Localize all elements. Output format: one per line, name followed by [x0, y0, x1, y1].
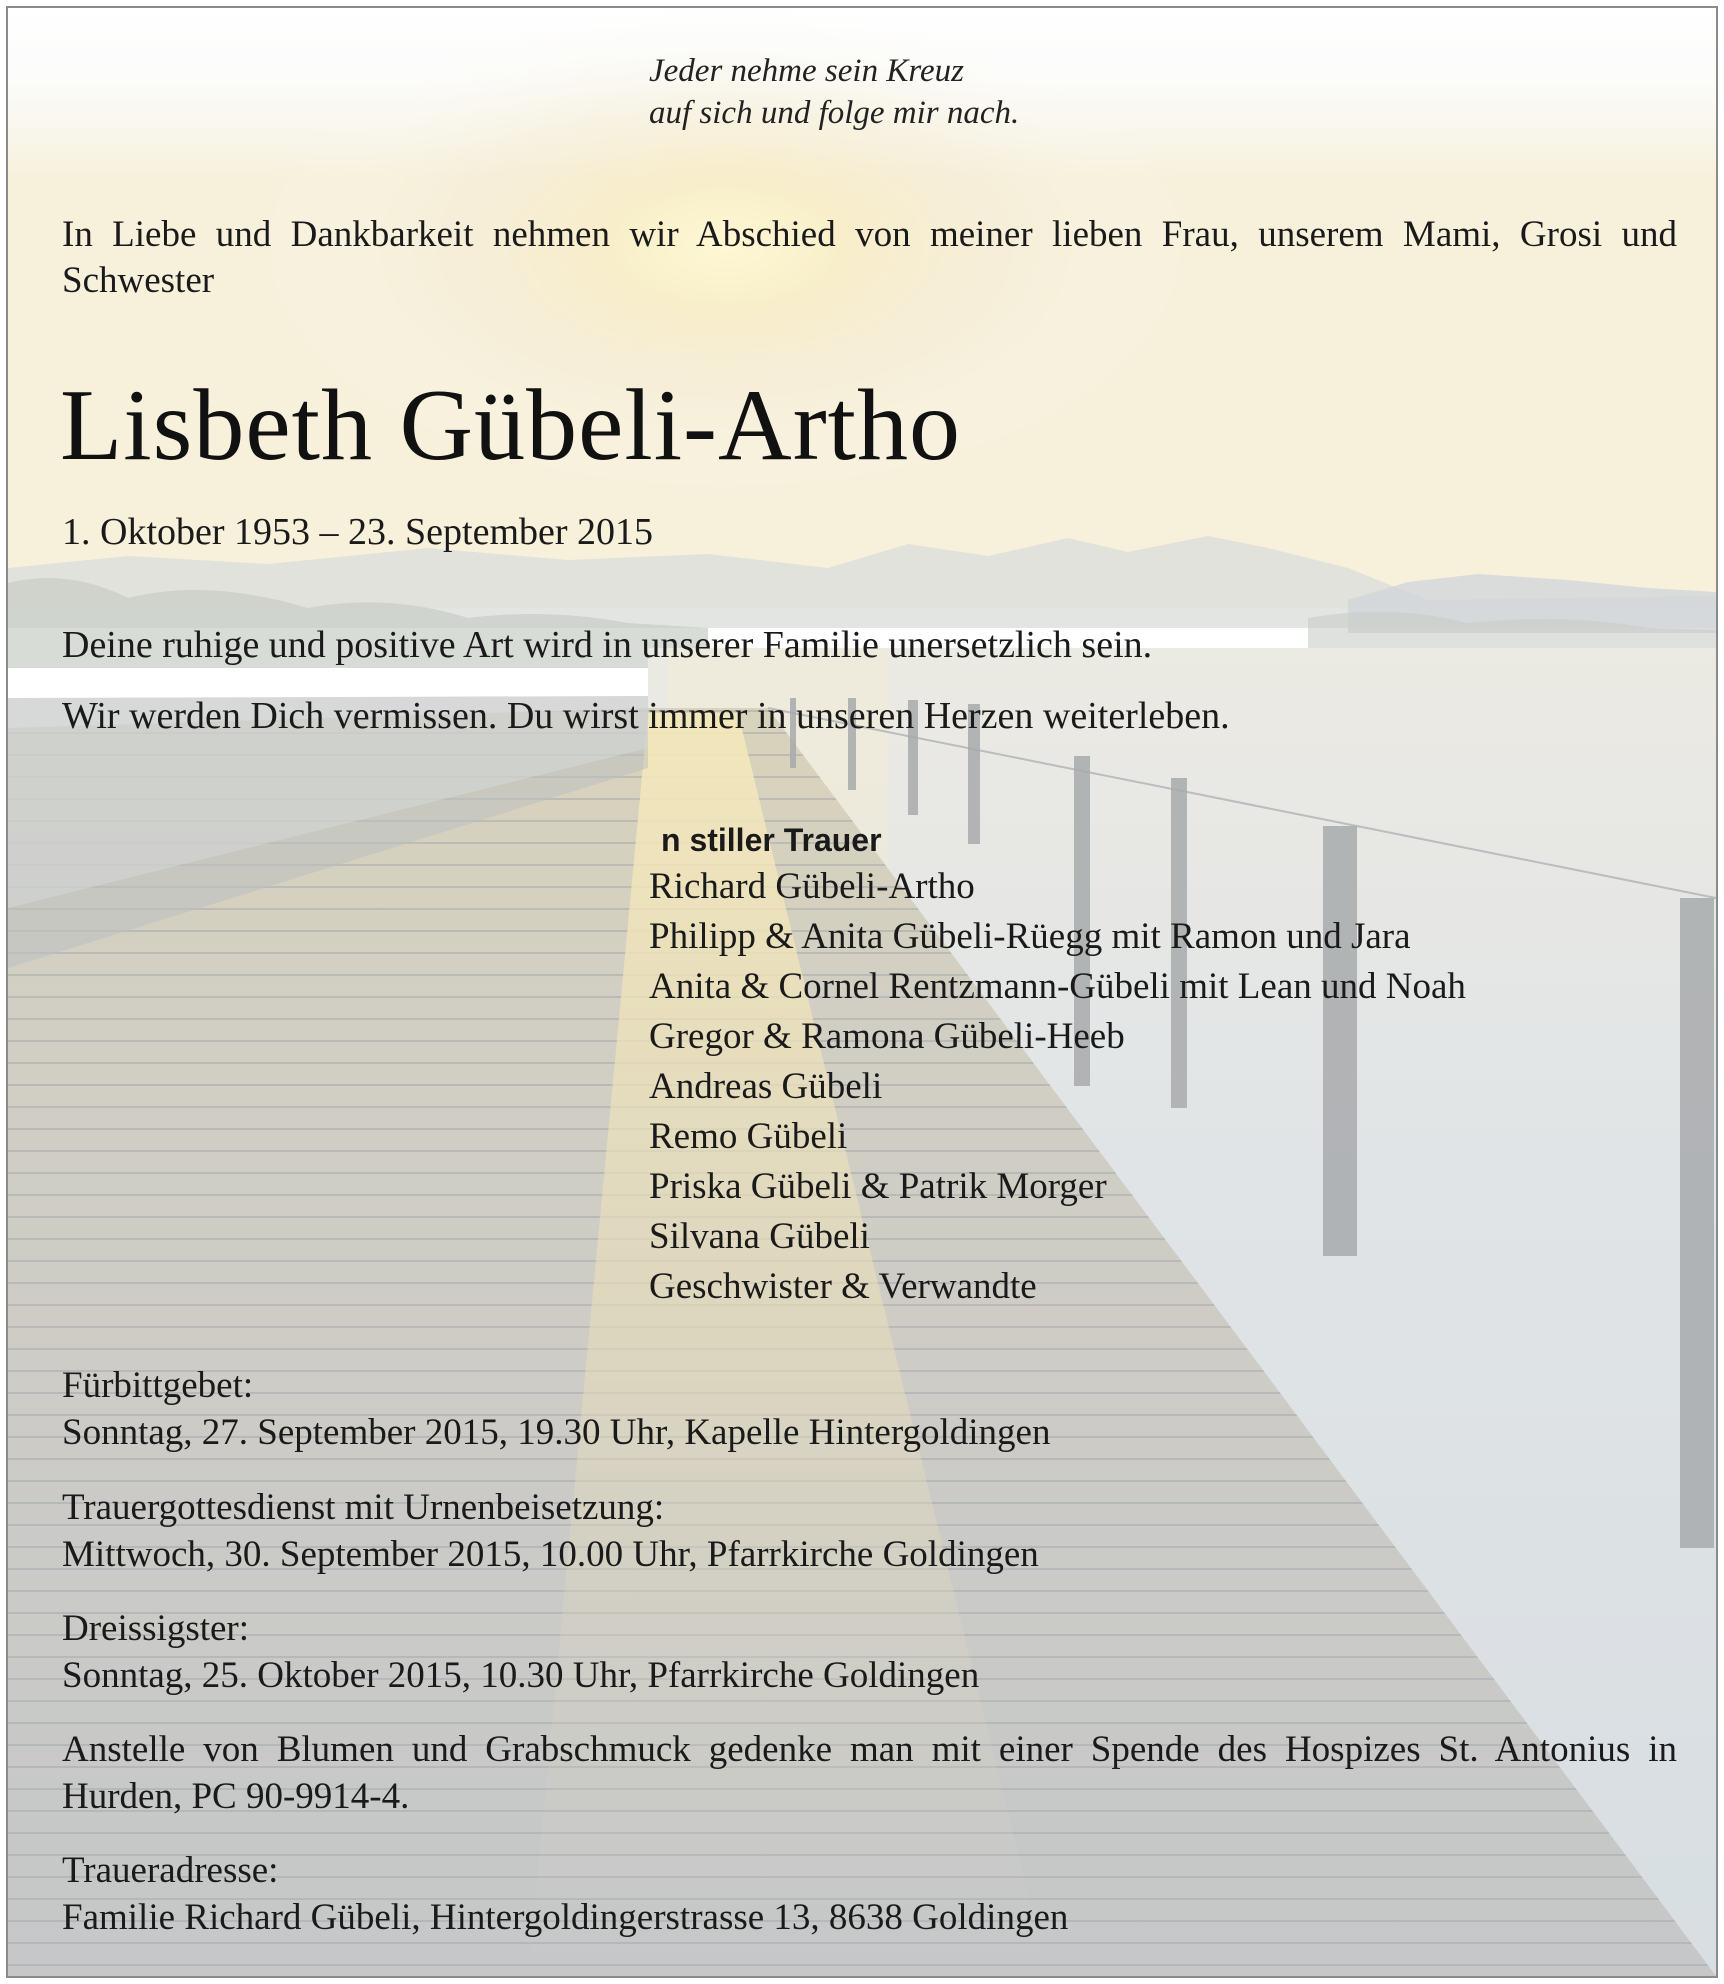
mourner-name: Priska Gübeli & Patrik Morger: [649, 1166, 1107, 1207]
service-detail: Sonntag, 25. Oktober 2015, 10.30 Uhr, Pfarrkirche Goldingen: [62, 1655, 980, 1696]
deceased-name: Lisbeth Gübeli-Artho: [60, 369, 961, 482]
service-label: Trauergottesdienst mit Urnenbeisetzung:: [62, 1487, 665, 1528]
tribute-sentence: Deine ruhige und positive Art wird in unserer Familie unersetzlich sein.: [62, 624, 1153, 666]
address-detail: Familie Richard Gübeli, Hintergoldingerstrasse 13, 8638 Goldingen: [62, 1897, 1069, 1938]
mourning-address: [62, 1847, 1068, 1941]
mourner-name: Silvana Gübeli: [649, 1216, 870, 1257]
motto-line-2: auf sich und folge mir nach.: [649, 95, 1020, 131]
mourner-name: Anita & Cornel Rentzmann-Gübeli mit Lean und Noah: [649, 966, 1466, 1007]
mourner-name: Andreas Gübeli: [649, 1066, 883, 1107]
life-dates: 1. Oktober 1953 – 23. September 2015: [62, 511, 654, 553]
tribute-sentence: Wir werden Dich vermissen. Du wirst immer in unseren Herzen weiterleben.: [62, 695, 1230, 737]
service-detail: Sonntag, 27. September 2015, 19.30 Uhr, Kapelle Hintergoldingen: [62, 1412, 1051, 1453]
donation-note: Anstelle von Blumen und Grabschmuck gedenke man mit einer Spende des Hospizes St. Antonius in Hurden, PC 90-9914-4.: [62, 1729, 1677, 1817]
service-prayer: [62, 1362, 1050, 1456]
service-label: Dreissigster:: [62, 1608, 250, 1649]
mourner-name: Geschwister & Verwandte: [649, 1266, 1037, 1307]
service-detail: Mittwoch, 30. September 2015, 10.00 Uhr, Pfarrkirche Goldingen: [62, 1534, 1039, 1575]
service-thirtieth: [62, 1605, 979, 1699]
service-funeral: [62, 1484, 1039, 1578]
farewell-intro: In Liebe und Dankbarkeit nehmen wir Abschied von meiner lieben Frau, unserem Mami, Grosi und Schwester: [62, 214, 1677, 301]
motto-line-1: Jeder nehme sein Kreuz: [649, 53, 964, 89]
obituary-frame: [6, 6, 1718, 1978]
mourner-name: Philipp & Anita Gübeli-Rüegg mit Ramon und Jara: [649, 916, 1411, 957]
mourners-heading: n stiller Trauer: [661, 822, 882, 858]
mourner-name: Gregor & Ramona Gübeli-Heeb: [649, 1016, 1125, 1057]
mourner-name: Remo Gübeli: [649, 1116, 848, 1157]
bible-verse-motto: [649, 50, 1019, 134]
service-label: Fürbittgebet:: [62, 1365, 254, 1406]
mourner-name: Richard Gübeli-Artho: [649, 866, 975, 907]
address-label: Traueradresse:: [62, 1850, 279, 1891]
mourners-list: [649, 818, 1466, 1312]
